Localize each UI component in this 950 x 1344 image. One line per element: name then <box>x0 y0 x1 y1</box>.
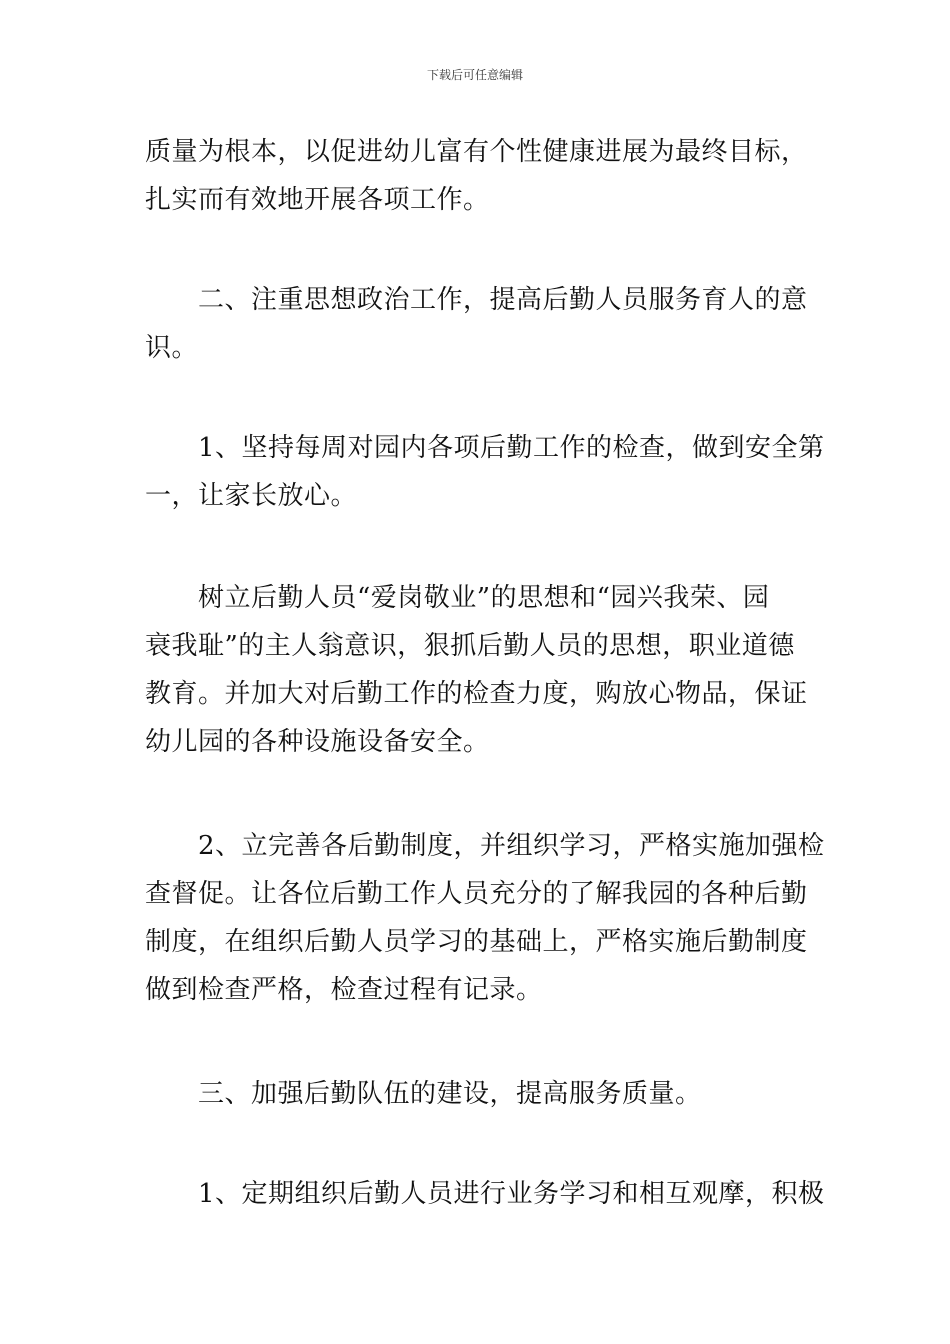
paragraph-line: 幼儿园的各种设施设备安全。 <box>145 727 490 757</box>
paragraph-line: 1、定期组织后勤人员进行业务学习和相互观摩，积极 <box>145 1179 825 1209</box>
paragraph-line: 识。 <box>145 333 199 363</box>
paragraph-line: 制度，在组织后勤人员学习的基础上，严格实施后勤制度 <box>145 927 808 957</box>
paragraph-5 <box>145 822 825 1014</box>
paragraph-4 <box>145 574 810 766</box>
page-header: 下载后可任意编辑 <box>426 68 523 82</box>
paragraph-line: 做到检查严格，检查过程有记录。 <box>145 975 543 1005</box>
paragraph-line: 查督促。让各位后勤工作人员充分的了解我园的各种后勤 <box>145 879 808 909</box>
paragraph-line: 三、加强后勤队伍的建设，提高服务质量。 <box>145 1079 702 1109</box>
paragraph-line: 二、注重思想政治工作，提高后勤人员服务育人的意 <box>145 285 808 315</box>
paragraph-line: 一，让家长放心。 <box>145 481 358 511</box>
paragraph-3 <box>145 424 825 520</box>
paragraph-line: 树立后勤人员“爱岗敬业”的思想和“园兴我荣、园 <box>145 583 770 613</box>
paragraph-line: 衰我耻”的主人翁意识，狠抓后勤人员的思想，职业道德 <box>145 631 795 661</box>
paragraph-2 <box>145 276 810 372</box>
paragraph-line: 质量为根本，以促进幼儿富有个性健康进展为最终目标， <box>145 137 808 167</box>
paragraph-line: 1、坚持每周对园内各项后勤工作的检查，做到安全第 <box>145 433 825 463</box>
paragraph-7 <box>145 1170 825 1218</box>
paragraph-line: 2、立完善各后勤制度，并组织学习，严格实施加强检 <box>145 831 825 861</box>
paragraph-6 <box>145 1070 810 1118</box>
paragraph-line: 教育。并加大对后勤工作的检查力度，购放心物品，保证 <box>145 679 808 709</box>
paragraph-1 <box>145 128 810 224</box>
paragraph-line: 扎实而有效地开展各项工作。 <box>145 185 490 215</box>
